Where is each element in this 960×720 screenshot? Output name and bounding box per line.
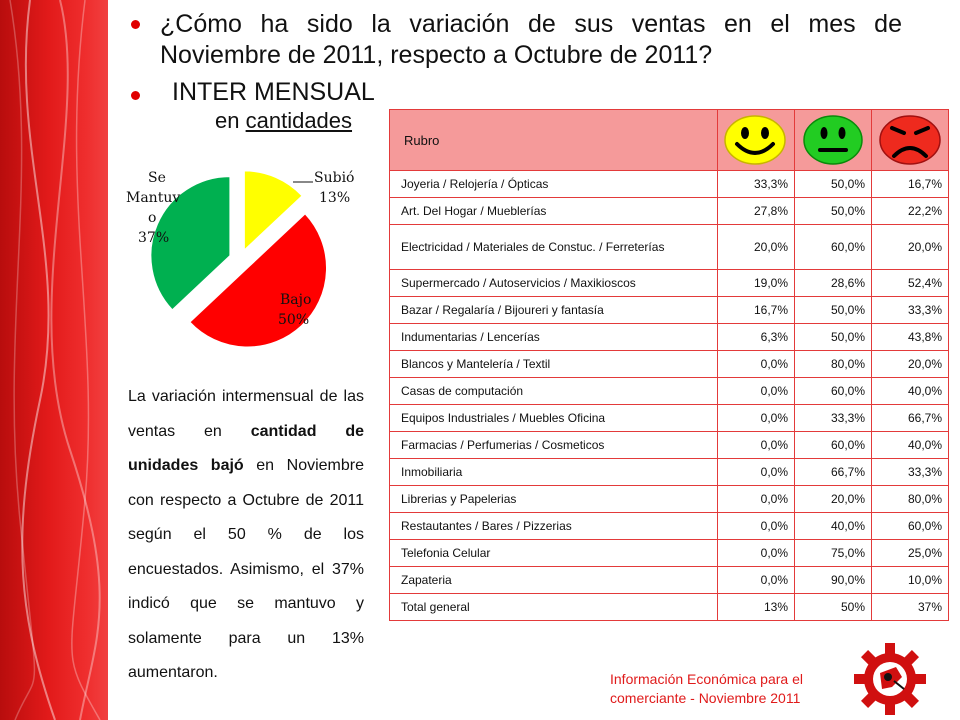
- table-row: [390, 432, 949, 459]
- section-title: INTER MENSUAL: [172, 78, 375, 106]
- bullet-dot-title: [131, 91, 140, 100]
- neutral-face-icon: [802, 114, 864, 166]
- rubro-cell: Indumentarias / Lencerías: [390, 324, 718, 351]
- analysis-paragraph: [128, 380, 364, 691]
- up-cell: 0,0%: [718, 513, 795, 540]
- same-cell: 50,0%: [795, 297, 872, 324]
- table-row: [390, 378, 949, 405]
- paragraph-bold: cantidad de unidades bajó: [128, 422, 365, 474]
- rubro-cell: Equipos Industriales / Muebles Oficina: [390, 405, 718, 432]
- same-cell: 33,3%: [795, 405, 872, 432]
- down-cell: 16,7%: [872, 171, 949, 198]
- same-cell: 60,0%: [795, 432, 872, 459]
- rubro-cell: Telefonia Celular: [390, 540, 718, 567]
- down-cell: 40,0%: [872, 378, 949, 405]
- up-cell: 19,0%: [718, 270, 795, 297]
- paragraph-part-3: Asimismo, el 37% indicó que se mantuvo y solamente para un 13% aumentaron.: [128, 560, 365, 681]
- table-header-row: [390, 110, 949, 171]
- header-down: [872, 110, 949, 171]
- section-subtitle: [215, 108, 352, 134]
- same-cell: 40,0%: [795, 513, 872, 540]
- down-cell: 37%: [872, 594, 949, 621]
- pie-label-mantuvo-line3: o: [148, 210, 157, 226]
- table-row: [390, 486, 949, 513]
- rubro-cell: Total general: [390, 594, 718, 621]
- rubro-cell: Inmobiliaria: [390, 459, 718, 486]
- pie-label-mantuvo-line1: Se: [148, 170, 166, 186]
- table-row: [390, 567, 949, 594]
- table-row: [390, 459, 949, 486]
- same-cell: 28,6%: [795, 270, 872, 297]
- down-cell: 22,2%: [872, 198, 949, 225]
- question-heading: ¿Cómo ha sido la variación de sus ventas en el mes de Noviembre de 2011, respecto a Octubre de 2011?: [160, 10, 902, 69]
- same-cell: 60,0%: [795, 225, 872, 270]
- table-row: [390, 225, 949, 270]
- table-row: [390, 270, 949, 297]
- pie-pct-subio: 13%: [319, 190, 351, 206]
- rubro-cell: Joyeria / Relojería / Ópticas: [390, 171, 718, 198]
- same-cell: 50,0%: [795, 171, 872, 198]
- table-row: [390, 351, 949, 378]
- down-cell: 66,7%: [872, 405, 949, 432]
- paragraph-part-2: en Noviembre con respecto a Octubre de 2011 según el 50 % de los encuestados.: [128, 457, 365, 578]
- table-row: [390, 594, 949, 621]
- down-cell: 33,3%: [872, 459, 949, 486]
- pie-label-bajo: Bajo: [280, 292, 312, 308]
- down-cell: 43,8%: [872, 324, 949, 351]
- down-cell: 60,0%: [872, 513, 949, 540]
- subtitle-underlined: cantidades: [245, 108, 353, 133]
- pie-pct-mantuvo: 37%: [138, 230, 170, 246]
- down-cell: 33,3%: [872, 297, 949, 324]
- same-cell: 60,0%: [795, 378, 872, 405]
- up-cell: 13%: [718, 594, 795, 621]
- same-cell: 90,0%: [795, 567, 872, 594]
- same-cell: 20,0%: [795, 486, 872, 513]
- up-cell: 0,0%: [718, 405, 795, 432]
- sad-face-icon: [878, 114, 942, 166]
- rubro-cell: Librerias y Papelerias: [390, 486, 718, 513]
- pie-pct-bajo: 50%: [278, 312, 310, 328]
- same-cell: 50,0%: [795, 324, 872, 351]
- table-row: [390, 297, 949, 324]
- rubro-cell: Bazar / Regalaría / Bijoureri y fantasía: [390, 297, 718, 324]
- up-cell: 16,7%: [718, 297, 795, 324]
- footer-line-1: Información Económica para el: [610, 671, 803, 687]
- table-row: [390, 405, 949, 432]
- same-cell: 50%: [795, 594, 872, 621]
- pie-label-subio: Subió: [314, 170, 355, 186]
- rubro-cell: Supermercado / Autoservicios / Maxikioscos: [390, 270, 718, 297]
- up-cell: 0,0%: [718, 486, 795, 513]
- down-cell: 52,4%: [872, 270, 949, 297]
- up-cell: 6,3%: [718, 324, 795, 351]
- up-cell: 0,0%: [718, 432, 795, 459]
- header-same: [795, 110, 872, 171]
- up-cell: 0,0%: [718, 540, 795, 567]
- same-cell: 80,0%: [795, 351, 872, 378]
- rubro-cell: Art. Del Hogar / Mueblerías: [390, 198, 718, 225]
- up-cell: 0,0%: [718, 378, 795, 405]
- same-cell: 50,0%: [795, 198, 872, 225]
- table-row: [390, 324, 949, 351]
- up-cell: 20,0%: [718, 225, 795, 270]
- table-row: [390, 198, 949, 225]
- same-cell: 66,7%: [795, 459, 872, 486]
- subtitle-prefix: en: [215, 108, 240, 133]
- down-cell: 40,0%: [872, 432, 949, 459]
- down-cell: 20,0%: [872, 225, 949, 270]
- footer-text: [610, 670, 850, 708]
- results-table: [389, 109, 949, 621]
- rubro-cell: Restautantes / Bares / Pizzerias: [390, 513, 718, 540]
- pie-label-mantuvo-line2: Mantuv: [126, 190, 181, 206]
- footer-line-2: comerciante - Noviembre 2011: [610, 690, 801, 706]
- up-cell: 27,8%: [718, 198, 795, 225]
- pie-chart: [120, 160, 370, 360]
- rubro-cell: Blancos y Mantelería / Textil: [390, 351, 718, 378]
- happy-face-icon: [723, 114, 787, 166]
- up-cell: 0,0%: [718, 351, 795, 378]
- up-cell: 0,0%: [718, 567, 795, 594]
- table-row: [390, 513, 949, 540]
- up-cell: 33,3%: [718, 171, 795, 198]
- up-cell: 0,0%: [718, 459, 795, 486]
- rubro-cell: Electricidad / Materiales de Constuc. / Ferreterías: [390, 225, 718, 270]
- decorative-sidebar: [0, 0, 108, 720]
- header-up: [718, 110, 795, 171]
- table-row: [390, 540, 949, 567]
- down-cell: 10,0%: [872, 567, 949, 594]
- bullet-dot-question: [131, 20, 140, 29]
- down-cell: 80,0%: [872, 486, 949, 513]
- rubro-cell: Casas de computación: [390, 378, 718, 405]
- rubro-cell: Farmacias / Perfumerias / Cosmeticos: [390, 432, 718, 459]
- paragraph-part-1: La variación intermensual de las ventas en: [128, 388, 364, 440]
- down-cell: 20,0%: [872, 351, 949, 378]
- gear-logo-icon: [853, 642, 927, 716]
- header-rubro: Rubro: [390, 110, 718, 171]
- table-row: [390, 171, 949, 198]
- rubro-cell: Zapateria: [390, 567, 718, 594]
- same-cell: 75,0%: [795, 540, 872, 567]
- down-cell: 25,0%: [872, 540, 949, 567]
